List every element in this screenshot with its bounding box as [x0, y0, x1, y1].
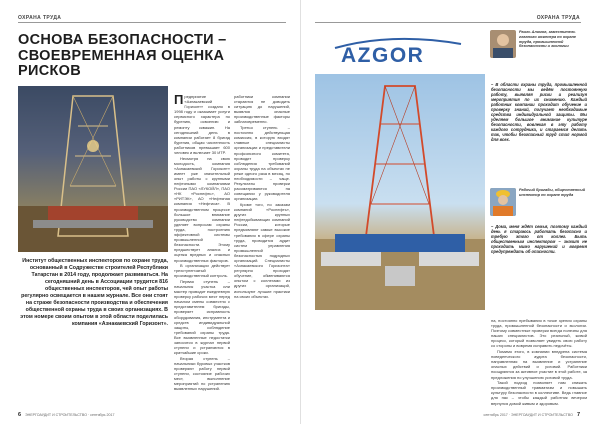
right-page — [300, 0, 600, 424]
company-logo — [315, 30, 485, 74]
body-column-1: Предприятие «Азнакаевский Горизонт» создано в 1998 году и оказывает услуги сервисного характера по бурению, освоению и ремонту скважин. На сегодняшний день в компании работает 8 бригад бурения, общая численность работников превышает 600 человек и включает 30 ИТР. Несмотря на свою молодость, компания «Азнакаевский Горизонт» имеет уже значительный опыт работы с крупными нефтяными компаниями России ПАО «ЛУКОЙЛ», ПАО «НК «Роснефть», АО «РИТЭК», АО «Нефтяная компания «Нефтиса». В производственном процессе большое внимание руководство компании уделяет вопросам охраны труда, построению эффективной системы промышленной безопасности. Этому предшествует анализ и оценка вредных и опасных производственных факторов. В организации действует трехступенчатый производственный контроль. Первая ступень – начальник участка или мастер проводит ежедневную проверку рабочих мест перед началом смены совместно с представителем бригады, проверяет исправность оборудования, инструмента и средств индивидуальной защиты, соблюдение требований охраны труда. Все выявленные недостатки заносятся в журнал первой ступени и устраняются в кратчайшие сроки. Вторая ступень – начальники буровых участков проверяют работу первой ступени, состояние рабочих мест, выполнение мероприятий по устранению выявленных нарушений. — [174, 94, 230, 392]
intro-quote: Институт общественных инспекторов по охране труда, основанный в Содружестве строителей Республики Татарстан в 2014 году, продолжает развиваться. На сегодняшний день в Ассоциации трудится 816 общественных инспекторов, чей опыт работы регулярно освещается в нашем журнале. Все они стоят на страже безопасности производства и обеспечения общественной охраны труда в своих организациях. В этом номере своим опытом в этой области поделилась компания «Азнакаевский Горизонт». — [20, 258, 168, 327]
article-headline: ОСНОВА БЕЗОПАСНОСТИ – СВОЕВРЕМЕННАЯ ОЦЕНКА РИСКОВ — [18, 32, 227, 79]
person-1-photo — [490, 30, 516, 58]
person-2-quote: – Дома, меня ждёт семья, поэтому каждый день я стараюсь работать безопасно и требую этого от коллег. Быть общественным инспектором – значит не проходить мимо нарушений и вовремя предупреждать об опасности. — [491, 224, 587, 254]
section-tag: ОХРАНА ТРУДА — [536, 15, 580, 21]
page-number: 6 — [18, 412, 22, 418]
drop-cap: П — [174, 94, 184, 107]
person-1-caption: Раиль Алимов, заместитель главного инженера по охране труда, промышленной безопасности и экологии — [519, 30, 576, 49]
header-rule — [315, 22, 581, 23]
person-2-caption: Рабочий бригады, общественный инспектор по охране труда — [519, 188, 586, 197]
right-footer — [484, 412, 580, 418]
oil-rig-photo — [18, 86, 168, 252]
body-column-2: работники компании стараются не доводить ситуацию до нарушений, выявляя опасные производственные факторы заблаговременно. Третья ступень – постоянно действующая комиссия, в которую входят главные специалисты организации и представители профсоюзного комитета, проводит проверку соблюдения требований охраны труда на объектах не реже одного раза в месяц, по необходимости – чаще. Результаты проверки рассматриваются на совещании у руководителя организации. Кроме того, по заказам компаний «Роснефть», других крупных нефтедобывающих компаний России, которые предъявляют самые высокие требования в сфере охраны труда, проводится аудит систем управления промышленной безопасностью подрядных организаций. Специалисты «Азнакаевского Горизонта» регулярно проходят обучение, обмениваются опытом с коллегами из других организаций, используют лучшие практики на своих объектах. — [234, 94, 290, 299]
page-number: 7 — [576, 412, 580, 418]
person-1-quote: – В области охраны труда, промышленной безопасности мы ведём постоянную работу, выявляя риски и реализуя мероприятия по их снижению. Каждый работник компании проходит обучение и проверку знаний, получает необходимые средства индивидуальной защиты. Мы уделяем большое внимание культуре безопасности, вовлекая в эту работу каждого сотрудника, и стараемся делать так, чтобы безопасный труд стал нормой для всех. — [491, 82, 587, 142]
drilling-rig-photo — [315, 74, 485, 310]
footer-text: сентябрь 2017 · ЭНЕРГОАУДИТ И СТРОИТЕЛЬСТВО — [483, 413, 573, 417]
logo-text: AZGOR — [341, 44, 425, 67]
person-2-photo — [490, 188, 516, 216]
header-rule — [18, 22, 286, 23]
left-footer — [18, 412, 114, 418]
section-tag: ОХРАНА ТРУДА — [18, 15, 62, 21]
footer-text: ЭНЕРГОАУДИТ И СТРОИТЕЛЬСТВО · сентябрь 2017 — [25, 413, 115, 417]
body-column-3: на, постоянно пребывания в точке зрения охраны труда, промышленной безопасности и экологии. Поэтому совместные проверки всегда полезны для наших специалистов. Это реальный, живой процесс, который позволяет увидеть свою работу со стороны и вовремя исправить недочёты. Помимо этого, в компании внедрена система поведенческого аудита безопасности, направленная на выявление и устранение опасных действий и условий. Работники поощряются за активное участие в этой работе, за предложения по улучшению условий труда. Такой подход позволяет нам снижать производственный травматизм и повышать культуру безопасности в коллективе. Ведь главное для нас – чтобы каждый работник вечером вернулся домой живым и здоровым. — [491, 318, 587, 406]
